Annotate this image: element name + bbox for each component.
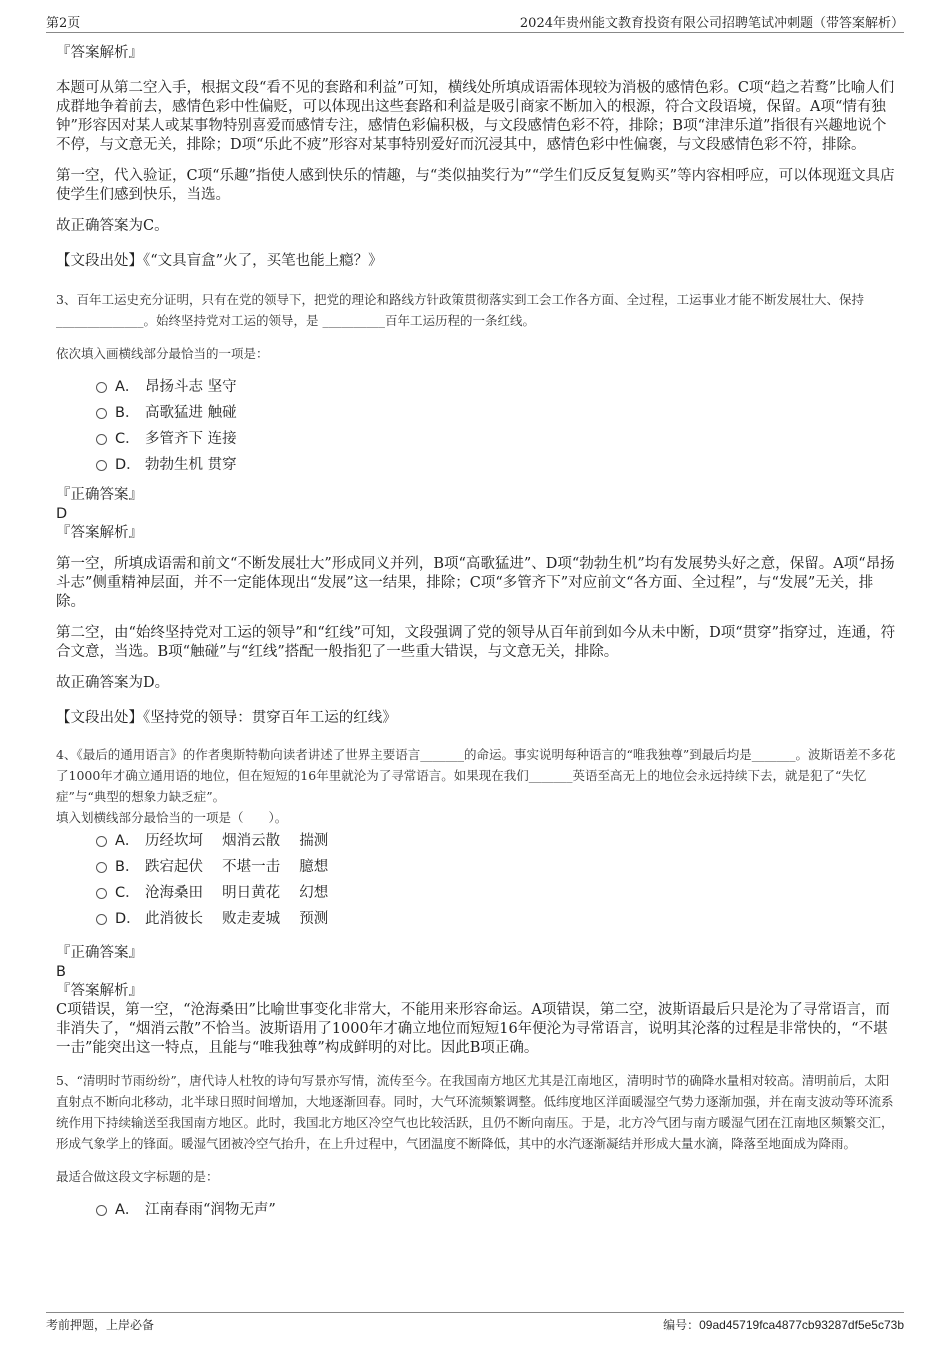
option-text: 昂扬斗志 坚守 [145,379,237,395]
page-header [46,10,904,33]
question-prompt: 最适合做这段文字标题的是： [56,1169,219,1184]
conclusion: 故正确答案为D。 [56,675,170,691]
analysis-paragraph: 第二空，由“始终坚持党对工运的领导”和“红线”可知，文段强调了党的领导从百年前到如今从未中断，D项“贯穿”指穿过，连通，符合文意，当选。B项“触碰”与“红线”搭配一般指犯了一些重大错误，与文意无关，排除。 [56,625,896,660]
question-stem: 3、百年工运史充分证明，只有在党的领导下，把党的理论和路线方针政策贯彻落实到工会工作各方面、全过程，工运事业才能不断发展壮大、保持 ______________。始终坚持党对工运的领导，是 __________百年工运历程的一条红线。 [56,292,864,328]
analysis-paragraph: 第一空，所填成语需和前文“不断发展壮大”形成同义并列，B项“高歌猛进”、D项“勃勃生机”均有发展势头好之意，保留。A项“昂扬斗志”侧重精神层面，并不一定能体现出“发展”这一结果，排除；C项“多管齐下”对应前文“各方面、全过程”，与“发展”无关，排除。 [56,556,895,610]
option-text: 沧海桑田 明日黄花 幻想 [145,885,329,901]
option-b[interactable]: B． 跌宕起伏 不堪一击 臆想 [96,854,896,880]
option-a[interactable]: A． 历经坎坷 烟消云散 揣测 [96,828,896,854]
options-list [96,1197,896,1223]
radio-icon[interactable] [96,460,107,471]
correct-answer: B [56,964,66,980]
option-d[interactable]: D． 此消彼长 败走麦城 预测 [96,906,896,932]
radio-icon[interactable] [96,862,107,873]
source-citation: 【文段出处】《“文具盲盒”火了，买笔也能上瘾？》 [56,253,383,269]
option-a[interactable]: A． 昂扬斗志 坚守 [96,374,896,400]
analysis-paragraph: 本题可从第二空入手，根据文段“看不见的套路和利益”可知，横线处所填成语需体现较为消极的感情色彩。C项“趋之若鹜”比喻人们成群地争着前去，感情色彩中性偏贬，可以体现出这些套路和利益是吸引商家不断加入的根源，符合文段语境，保留。A项“情有独钟”形容因对某人或某事物特别喜爱而感情专注，感情色彩偏积极，与文段感情色彩不符，排除；B项“津津乐道”指很有兴趣地说个不停，与文意无关，排除；D项“乐此不疲”形容对某事特别爱好而沉浸其中，感情色彩中性偏褒，与文段感情色彩不符，排除。 [56,80,895,153]
answer-label: 『正确答案』 [56,945,143,961]
document-id: 编号：09ad45719fca4877cb93287df5e5c73b [663,1318,904,1332]
analysis-label: 『答案解析』 [56,45,143,61]
document-title: 2024年贵州能文教育投资有限公司招聘笔试冲刺题（带答案解析） [519,16,904,31]
question-3 [56,289,896,728]
question-5 [56,1070,896,1223]
question-stem: 5、“清明时节雨纷纷”，唐代诗人杜牧的诗句写景亦写情，流传至今。在我国南方地区尤其是江南地区，清明时节的确降水量相对较高。清明前后，太阳直射点不断向北移动，北半球日照时间增加，大地逐渐回春。同时，大气环流频繁调整。低纬度地区洋面暖湿空气势力逐渐加强，并在南支波动等环流系统作用下持续输送至我国南方地区。此时，我国北方地区冷空气也比较活跃，且仍不断向南压。于是，北方冷气团与南方暖湿气团在江南地区频繁交汇，形成气象学上的锋面。暖湿气团被冷空气抬升，在上升过程中，气团温度不断降低，其中的水汽逐渐凝结并形成大量水滴，降落至地面成为降雨。 [56,1073,894,1151]
radio-icon[interactable] [96,914,107,925]
question-prompt: 填入划横线部分最恰当的一项是（ ）。 [56,810,288,825]
analysis-paragraph: C项错误，第一空，“沧海桑田”比喻世事变化非常大，不能用来形容命运。A项错误，第二空，波斯语最后只是沦为了寻常语言，而非消失了，“烟消云散”不恰当。波斯语用了1000年才确立地位而短短16年便沦为寻常语言，说明其沦落的过程是非常快的，“不堪一击”能突出这一特点，且能与“唯我独尊”构成鲜明的对比。因此B项正确。 [56,1002,890,1056]
option-text: 历经坎坷 烟消云散 揣测 [145,833,329,849]
option-a[interactable]: A． 江南春雨“润物无声” [96,1197,896,1223]
source-citation: 【文段出处】《坚持党的领导：贯穿百年工运的红线》 [56,710,397,726]
radio-icon[interactable] [96,1205,107,1216]
option-text: 勃勃生机 贯穿 [145,457,237,473]
analysis-label: 『答案解析』 [56,525,143,541]
page-content [56,44,896,1223]
analysis-paragraph: 第一空，代入验证，C项“乐趣”指使人感到快乐的情趣，与“类似抽奖行为”“学生们反反复复购买”等内容相呼应，可以体现逛文具店使学生们感到快乐，当选。 [56,168,895,203]
option-text: 多管齐下 连接 [145,431,237,447]
question-4 [56,744,896,1058]
radio-icon[interactable] [96,434,107,445]
radio-icon[interactable] [96,836,107,847]
footer-slogan: 考前押题，上岸必备 [46,1318,155,1332]
analysis-label: 『答案解析』 [56,983,143,999]
options-list [96,828,896,932]
page-number: 第2页 [46,16,81,31]
option-b[interactable]: B． 高歌猛进 触碰 [96,400,896,426]
conclusion: 故正确答案为C。 [56,218,169,234]
question-stem: 4、《最后的通用语言》的作者奥斯特勒向读者讲述了世界主要语言_______的命运。事实说明每种语言的“唯我独尊”到最后均是_______。波斯语差不多花了1000年才确立通用语的地位，但在短短的16年里就沦为了寻常语言。如果现在我们_______英语至高无上的地位会永远持续下去，就是犯了“失忆症”与“典型的想象力缺乏症”。 [56,747,896,804]
radio-icon[interactable] [96,382,107,393]
answer-label: 『正确答案』 [56,487,143,503]
option-c[interactable]: C． 多管齐下 连接 [96,426,896,452]
page-footer [46,1312,904,1335]
options-list [96,374,896,478]
option-text: 跌宕起伏 不堪一击 臆想 [145,859,329,875]
correct-answer: D [56,506,68,522]
option-d[interactable]: D． 勃勃生机 贯穿 [96,452,896,478]
question-2-analysis [56,44,896,271]
option-text: 此消彼长 败走麦城 预测 [145,911,329,927]
question-prompt: 依次填入画横线部分最恰当的一项是： [56,346,269,361]
radio-icon[interactable] [96,408,107,419]
option-text: 江南春雨“润物无声” [145,1202,276,1218]
option-text: 高歌猛进 触碰 [145,405,237,421]
option-c[interactable]: C． 沧海桑田 明日黄花 幻想 [96,880,896,906]
radio-icon[interactable] [96,888,107,899]
